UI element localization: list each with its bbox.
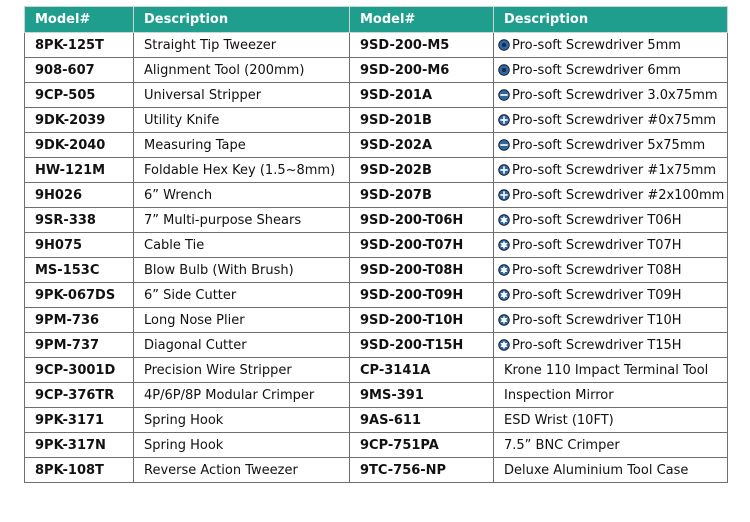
description-text: Pro-soft Screwdriver T09H — [512, 287, 682, 303]
model-number-cell: 9SD-200-T08H — [350, 258, 494, 283]
description-text: Pro-soft Screwdriver T15H — [512, 337, 682, 353]
table-row — [25, 133, 728, 158]
description-cell — [494, 258, 728, 283]
description-cell — [494, 358, 728, 383]
torx-tip-icon — [498, 214, 510, 226]
description-text: Pro-soft Screwdriver #2x100mm — [512, 187, 725, 203]
description-cell: Reverse Action Tweezer — [134, 458, 350, 483]
model-number-cell: 9AS-611 — [350, 408, 494, 433]
table-row — [25, 183, 728, 208]
table-row — [25, 108, 728, 133]
torx-tip-icon — [498, 264, 510, 276]
description-text: Pro-soft Screwdriver T08H — [512, 262, 682, 278]
model-number-cell: 9SD-201A — [350, 83, 494, 108]
model-number-cell: HW-121M — [25, 158, 134, 183]
description-text: Pro-soft Screwdriver 5mm — [512, 37, 681, 53]
table-row — [25, 358, 728, 383]
model-number-cell: 8PK-125T — [25, 33, 134, 58]
description-cell: 7” Multi-purpose Shears — [134, 208, 350, 233]
table-row — [25, 333, 728, 358]
model-number-cell: 9TC-756-NP — [350, 458, 494, 483]
description-text: Inspection Mirror — [504, 387, 614, 403]
slotted-tip-icon — [498, 139, 510, 151]
model-number-cell: 908-607 — [25, 58, 134, 83]
table-row — [25, 458, 728, 483]
model-number-cell: 9SD-202B — [350, 158, 494, 183]
description-cell — [494, 158, 728, 183]
description-text: ESD Wrist (10FT) — [504, 412, 614, 428]
description-text: Pro-soft Screwdriver T07H — [512, 237, 682, 253]
model-number-cell: 9SD-200-T10H — [350, 308, 494, 333]
description-cell: 4P/6P/8P Modular Crimper — [134, 383, 350, 408]
description-cell — [494, 283, 728, 308]
phillips-tip-icon — [498, 164, 510, 176]
model-number-cell: CP-3141A — [350, 358, 494, 383]
description-cell — [494, 458, 728, 483]
description-cell: Foldable Hex Key (1.5~8mm) — [134, 158, 350, 183]
model-number-cell: 8PK-108T — [25, 458, 134, 483]
description-cell — [494, 408, 728, 433]
model-number-cell: 9SD-200-T09H — [350, 283, 494, 308]
description-cell — [494, 208, 728, 233]
description-cell — [494, 233, 728, 258]
description-text: Pro-soft Screwdriver T10H — [512, 312, 682, 328]
torx-tip-icon — [498, 314, 510, 326]
model-number-cell: 9SR-338 — [25, 208, 134, 233]
model-number-cell: 9CP-3001D — [25, 358, 134, 383]
description-cell — [494, 308, 728, 333]
model-number-cell: 9PK-3171 — [25, 408, 134, 433]
description-text: Pro-soft Screwdriver T06H — [512, 212, 682, 228]
description-cell: 6” Wrench — [134, 183, 350, 208]
table-row — [25, 33, 728, 58]
description-cell — [494, 58, 728, 83]
description-cell: Long Nose Plier — [134, 308, 350, 333]
model-number-cell: 9PK-317N — [25, 433, 134, 458]
description-cell: Diagonal Cutter — [134, 333, 350, 358]
description-text: Pro-soft Screwdriver 3.0x75mm — [512, 87, 718, 103]
description-cell — [494, 433, 728, 458]
table-row — [25, 83, 728, 108]
table-body — [25, 33, 728, 483]
description-cell: Straight Tip Tweezer — [134, 33, 350, 58]
table-row — [25, 258, 728, 283]
table-row — [25, 408, 728, 433]
model-number-cell: 9SD-207B — [350, 183, 494, 208]
torx-tip-icon — [498, 239, 510, 251]
description-cell — [494, 383, 728, 408]
model-number-cell: 9H075 — [25, 233, 134, 258]
table-row — [25, 233, 728, 258]
description-cell — [494, 183, 728, 208]
description-cell: Blow Bulb (With Brush) — [134, 258, 350, 283]
header-model-2: Model# — [350, 7, 494, 33]
description-cell: Measuring Tape — [134, 133, 350, 158]
model-number-cell: 9SD-200-T06H — [350, 208, 494, 233]
description-cell: Alignment Tool (200mm) — [134, 58, 350, 83]
description-cell — [494, 108, 728, 133]
table-row — [25, 308, 728, 333]
header-model-1: Model# — [25, 7, 134, 33]
description-cell — [494, 333, 728, 358]
hex-socket-icon — [498, 64, 510, 76]
table-row — [25, 383, 728, 408]
description-cell: Precision Wire Stripper — [134, 358, 350, 383]
torx-tip-icon — [498, 289, 510, 301]
model-number-cell: 9SD-200-M6 — [350, 58, 494, 83]
model-number-cell: 9MS-391 — [350, 383, 494, 408]
model-number-cell: 9SD-200-T07H — [350, 233, 494, 258]
model-number-cell: 9SD-200-M5 — [350, 33, 494, 58]
description-cell — [494, 133, 728, 158]
phillips-tip-icon — [498, 189, 510, 201]
slotted-tip-icon — [498, 89, 510, 101]
hex-socket-icon — [498, 39, 510, 51]
description-cell: 6” Side Cutter — [134, 283, 350, 308]
header-row — [25, 7, 728, 33]
header-description-2: Description — [494, 7, 728, 33]
description-text: Pro-soft Screwdriver #0x75mm — [512, 112, 717, 128]
description-cell: Spring Hook — [134, 408, 350, 433]
description-text: Pro-soft Screwdriver 5x75mm — [512, 137, 706, 153]
model-number-cell: 9H026 — [25, 183, 134, 208]
torx-tip-icon — [498, 339, 510, 351]
description-text: Pro-soft Screwdriver 6mm — [512, 62, 681, 78]
model-number-cell: 9PM-736 — [25, 308, 134, 333]
description-text: Deluxe Aluminium Tool Case — [504, 462, 689, 478]
model-number-cell: 9PM-737 — [25, 333, 134, 358]
description-cell — [494, 83, 728, 108]
table-row — [25, 208, 728, 233]
header-description-1: Description — [134, 7, 350, 33]
table-row — [25, 283, 728, 308]
description-cell: Cable Tie — [134, 233, 350, 258]
description-cell: Universal Stripper — [134, 83, 350, 108]
table-row — [25, 58, 728, 83]
description-cell: Spring Hook — [134, 433, 350, 458]
description-text: 7.5” BNC Crimper — [504, 437, 620, 453]
model-number-cell: 9SD-200-T15H — [350, 333, 494, 358]
model-number-cell: 9CP-376TR — [25, 383, 134, 408]
model-number-cell: 9PK-067DS — [25, 283, 134, 308]
model-number-cell: 9SD-202A — [350, 133, 494, 158]
model-number-cell: 9DK-2040 — [25, 133, 134, 158]
description-text: Krone 110 Impact Terminal Tool — [504, 362, 709, 378]
table-row — [25, 158, 728, 183]
description-text: Pro-soft Screwdriver #1x75mm — [512, 162, 717, 178]
model-number-cell: 9CP-505 — [25, 83, 134, 108]
model-number-cell: 9CP-751PA — [350, 433, 494, 458]
description-cell — [494, 33, 728, 58]
table-row — [25, 433, 728, 458]
description-cell: Utility Knife — [134, 108, 350, 133]
product-table — [24, 6, 728, 483]
model-number-cell: 9DK-2039 — [25, 108, 134, 133]
model-number-cell: 9SD-201B — [350, 108, 494, 133]
phillips-tip-icon — [498, 114, 510, 126]
model-number-cell: MS-153C — [25, 258, 134, 283]
